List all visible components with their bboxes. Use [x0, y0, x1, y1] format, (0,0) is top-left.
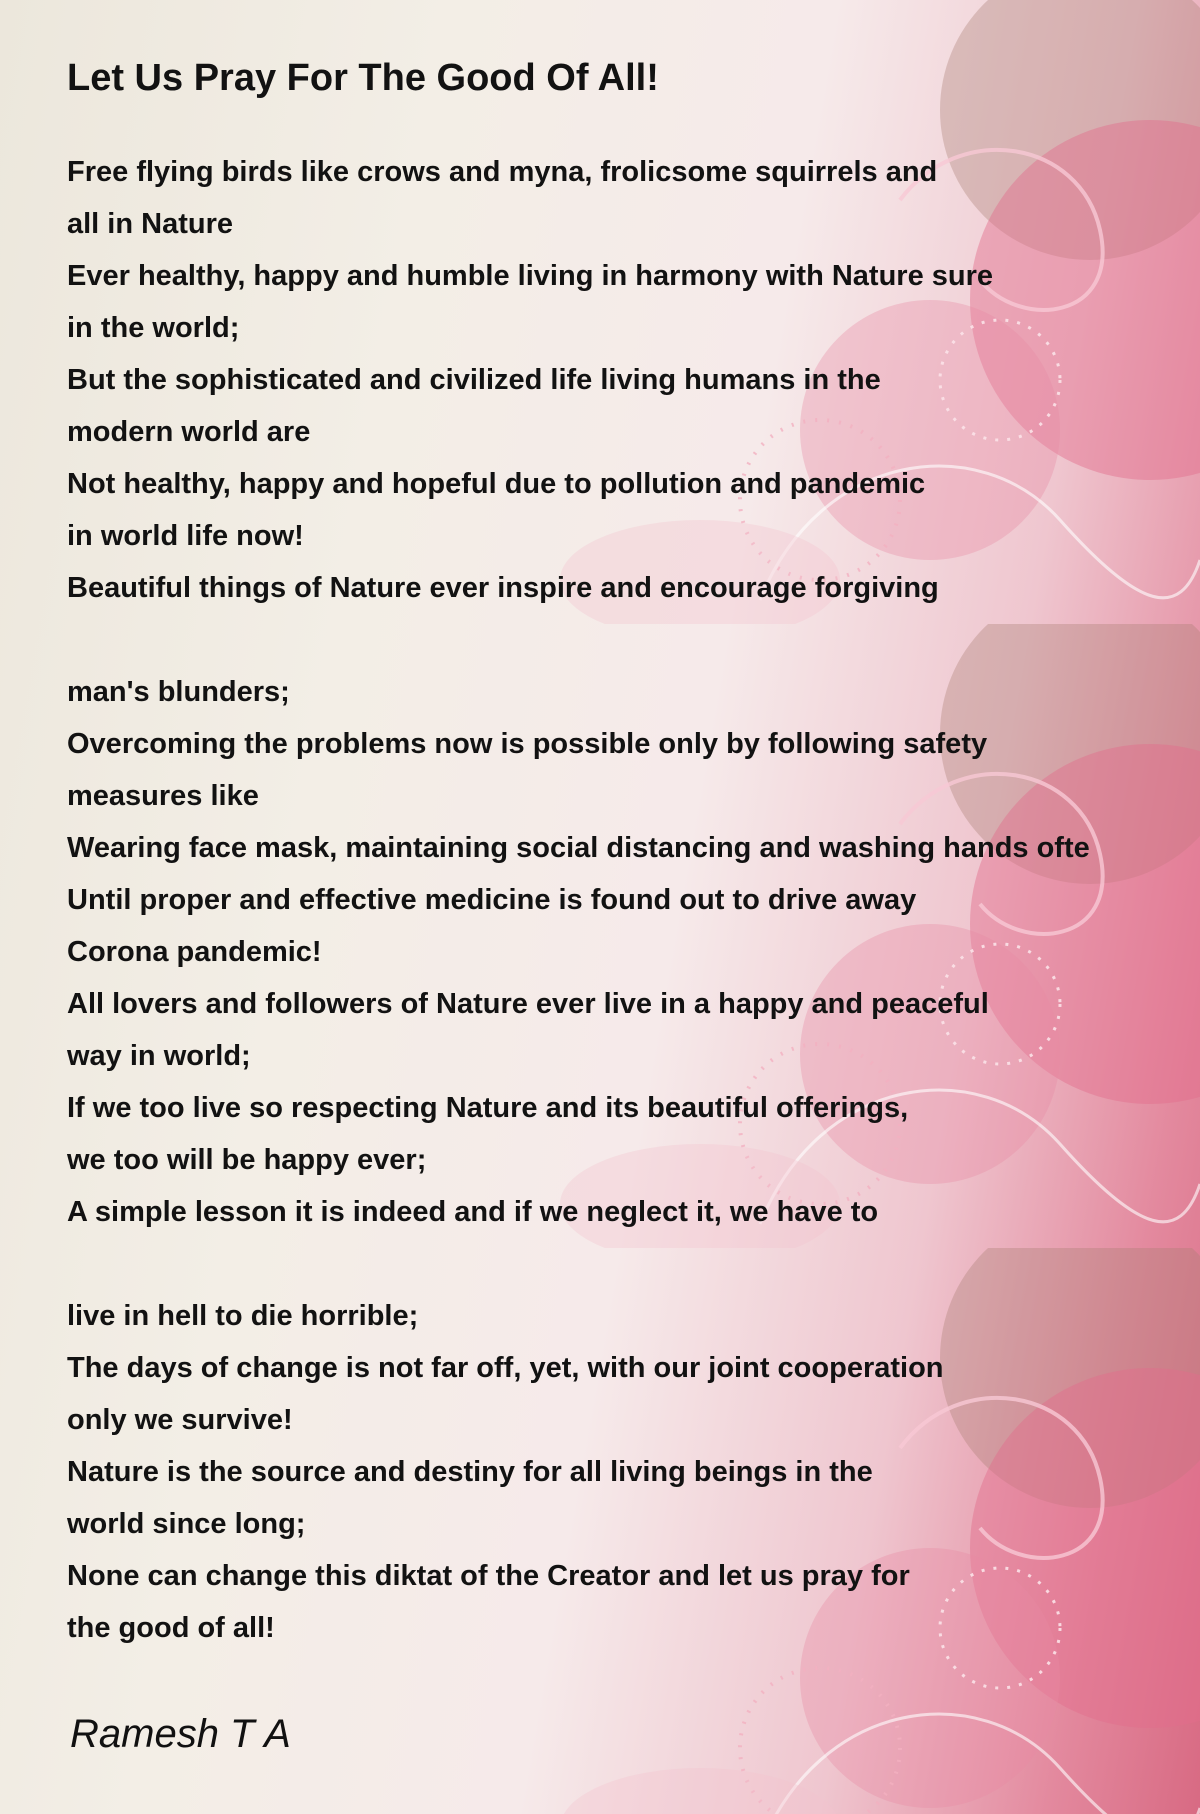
poem-line: all in Nature — [67, 208, 233, 240]
poem-blank-line — [67, 614, 1200, 666]
poem-line: measures like — [67, 780, 259, 812]
poem-line: The days of change is not far off, yet, with our joint cooperation — [67, 1352, 944, 1384]
poem-line: way in world; — [67, 1040, 251, 1072]
poem-line: Not healthy, happy and hopeful due to pollution and pandemic — [67, 468, 926, 500]
poem-line: Wearing face mask, maintaining social distancing and washing hands ofte — [67, 832, 1090, 864]
poem-line: All lovers and followers of Nature ever live in a happy and peaceful — [67, 988, 989, 1020]
poem-line: the good of all! — [67, 1612, 275, 1644]
poem-body — [67, 146, 1200, 1654]
poem-line: None can change this diktat of the Creator and let us pray for — [67, 1560, 910, 1592]
poem-content — [67, 50, 1200, 1654]
poem-line: Until proper and effective medicine is found out to drive away — [67, 884, 917, 916]
poem-line: But the sophisticated and civilized life living humans in the — [67, 364, 881, 396]
poem-line: If we too live so respecting Nature and its beautiful offerings, — [67, 1092, 909, 1124]
poem-line: Free flying birds like crows and myna, frolicsome squirrels and — [67, 156, 938, 188]
poem-line: Ever healthy, happy and humble living in harmony with Nature sure — [67, 260, 994, 292]
poem-blank-line — [67, 1238, 1200, 1290]
poem-line: modern world are — [67, 416, 311, 448]
poem-author: Ramesh T A — [70, 1712, 291, 1756]
poem-line: in world life now! — [67, 520, 304, 552]
poem-line: A simple lesson it is indeed and if we neglect it, we have to — [67, 1196, 879, 1228]
poem-line: Corona pandemic! — [67, 936, 322, 968]
poem-line: we too will be happy ever; — [67, 1144, 427, 1176]
poem-line: Nature is the source and destiny for all living beings in the — [67, 1456, 873, 1488]
poem-line: in the world; — [67, 312, 240, 344]
poem-line: only we survive! — [67, 1404, 293, 1436]
poem-line: Overcoming the problems now is possible only by following safety — [67, 728, 988, 760]
poem-title: Let Us Pray For The Good Of All! — [67, 57, 659, 99]
poem-line: world since long; — [67, 1508, 306, 1540]
poem-line: live in hell to die horrible; — [67, 1300, 419, 1332]
poem-line: Beautiful things of Nature ever inspire and encourage forgiving — [67, 572, 939, 604]
poem-line: man's blunders; — [67, 676, 290, 708]
